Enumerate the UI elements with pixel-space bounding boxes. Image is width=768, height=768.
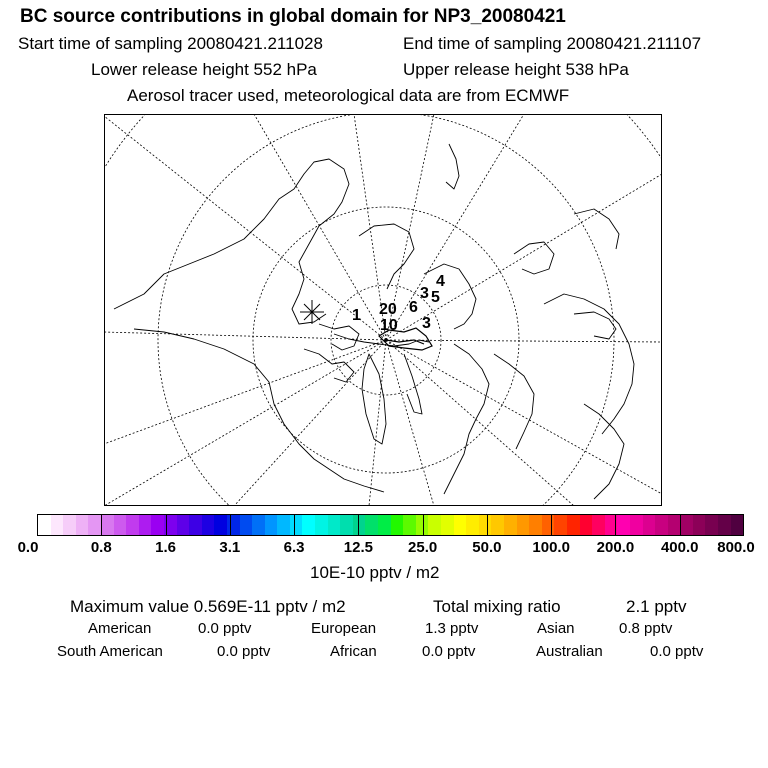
polar-map	[104, 114, 662, 506]
colorbar-cell	[214, 515, 227, 535]
region-value-african: 0.0 pptv	[422, 643, 476, 660]
colorbar-tick-label: 0.0	[17, 539, 39, 556]
colorbar-cell	[202, 515, 215, 535]
upper-height-label: Upper release height 538 hPa	[403, 60, 629, 79]
region-value-south-american: 0.0 pptv	[217, 643, 271, 660]
colorbar-tick-label: 25.0	[408, 539, 438, 556]
colorbar-tick-label: 50.0	[472, 539, 502, 556]
region-label-american: American	[88, 620, 152, 637]
tracer-note: Aerosol tracer used, meteorological data are from ECMWF	[127, 86, 570, 105]
start-time-label: Start time of sampling 20080421.211028	[18, 34, 323, 53]
colorbar-cell	[139, 515, 152, 535]
max-value: Maximum value 0.569E-11 pptv / m2	[70, 597, 346, 616]
colorbar-cell	[693, 515, 706, 535]
colorbar-tick-label: 12.5	[343, 539, 373, 556]
colorbar-cell	[491, 515, 504, 535]
colorbar-cell	[38, 515, 51, 535]
colorbar-cell	[668, 515, 681, 535]
colorbar-divider	[423, 515, 424, 535]
colorbar-unit: 10E-10 pptv / m2	[310, 563, 440, 582]
map-label: 4	[436, 273, 445, 290]
colorbar-cell	[428, 515, 441, 535]
total-mixing-label: Total mixing ratio	[433, 597, 561, 616]
region-value-australian: 0.0 pptv	[650, 643, 704, 660]
colorbar-divider	[487, 515, 488, 535]
colorbar-cell	[403, 515, 416, 535]
colorbar-cell	[252, 515, 265, 535]
colorbar-cell	[265, 515, 278, 535]
colorbar-cell	[51, 515, 64, 535]
region-label-south-american: South American	[57, 643, 163, 660]
colorbar-cell	[441, 515, 454, 535]
colorbar-cell	[567, 515, 580, 535]
colorbar-cell	[151, 515, 164, 535]
map-label: 10	[380, 317, 398, 334]
map-label: 3	[420, 285, 429, 302]
colorbar-cell	[302, 515, 315, 535]
colorbar-tick-label: 0.8	[90, 539, 112, 556]
colorbar-tick-label: 100.0	[532, 539, 570, 556]
map-label: 1	[352, 307, 361, 324]
colorbar-divider	[358, 515, 359, 535]
region-label-european: European	[311, 620, 377, 637]
colorbar-cell	[517, 515, 530, 535]
colorbar-cell	[328, 515, 341, 535]
colorbar-cell	[466, 515, 479, 535]
colorbar-cell	[731, 515, 744, 535]
colorbar-divider	[230, 515, 231, 535]
colorbar-cell	[365, 515, 378, 535]
colorbar-cell	[240, 515, 253, 535]
total-mixing-value: 2.1 pptv	[626, 597, 687, 616]
region-value-american: 0.0 pptv	[198, 620, 252, 637]
colorbar-tick-label: 3.1	[219, 539, 241, 556]
colorbar-cell	[63, 515, 76, 535]
colorbar-cell	[454, 515, 467, 535]
colorbar-cell	[479, 515, 492, 535]
region-label-african: African	[330, 643, 377, 660]
colorbar-cell	[630, 515, 643, 535]
colorbar-cell	[580, 515, 593, 535]
colorbar-cell	[542, 515, 555, 535]
colorbar-cell	[101, 515, 114, 535]
colorbar-cell	[126, 515, 139, 535]
map-label: 20	[379, 301, 397, 318]
colorbar-divider	[294, 515, 295, 535]
colorbar-cell	[504, 515, 517, 535]
colorbar-cell	[554, 515, 567, 535]
colorbar-cell	[88, 515, 101, 535]
colorbar-cell	[277, 515, 290, 535]
colorbar-cell	[718, 515, 731, 535]
region-value-asian: 0.8 pptv	[619, 620, 673, 637]
colorbar-divider	[101, 515, 102, 535]
map-label: 3	[422, 315, 431, 332]
colorbar-divider	[680, 515, 681, 535]
colorbar-tick-label: 400.0	[660, 539, 699, 556]
colorbar-cell	[529, 515, 542, 535]
region-label-australian: Australian	[536, 643, 603, 660]
colorbar-cell	[655, 515, 668, 535]
lower-height-label: Lower release height 552 hPa	[91, 60, 317, 79]
colorbar-cell	[705, 515, 718, 535]
end-time-label: End time of sampling 20080421.211107	[403, 34, 702, 53]
colorbar-cell	[391, 515, 404, 535]
colorbar-tick-label: 200.0	[596, 539, 635, 556]
colorbar-cell	[177, 515, 190, 535]
plot-title: BC source contributions in global domain for NP3_20080421	[20, 6, 566, 27]
colorbar-cell	[315, 515, 328, 535]
colorbar-tick-label: 1.6	[155, 539, 176, 556]
colorbar	[37, 514, 744, 536]
colorbar-cell	[340, 515, 353, 535]
colorbar-cell	[76, 515, 89, 535]
colorbar-tick-label: 6.3	[283, 539, 305, 556]
colorbar-cell	[290, 515, 303, 535]
colorbar-divider	[615, 515, 616, 535]
region-value-european: 1.3 pptv	[425, 620, 479, 637]
region-label-asian: Asian	[537, 620, 575, 637]
colorbar-cell	[378, 515, 391, 535]
map-label: 6	[409, 299, 418, 316]
colorbar-cell	[114, 515, 127, 535]
colorbar-cell	[189, 515, 202, 535]
colorbar-divider	[166, 515, 167, 535]
colorbar-cell	[592, 515, 605, 535]
map-label: 5	[431, 289, 440, 306]
colorbar-cell	[617, 515, 630, 535]
colorbar-tick-label: 800.0	[717, 539, 755, 556]
colorbar-cell	[227, 515, 240, 535]
colorbar-cell	[643, 515, 656, 535]
colorbar-cell	[680, 515, 693, 535]
colorbar-divider	[551, 515, 552, 535]
